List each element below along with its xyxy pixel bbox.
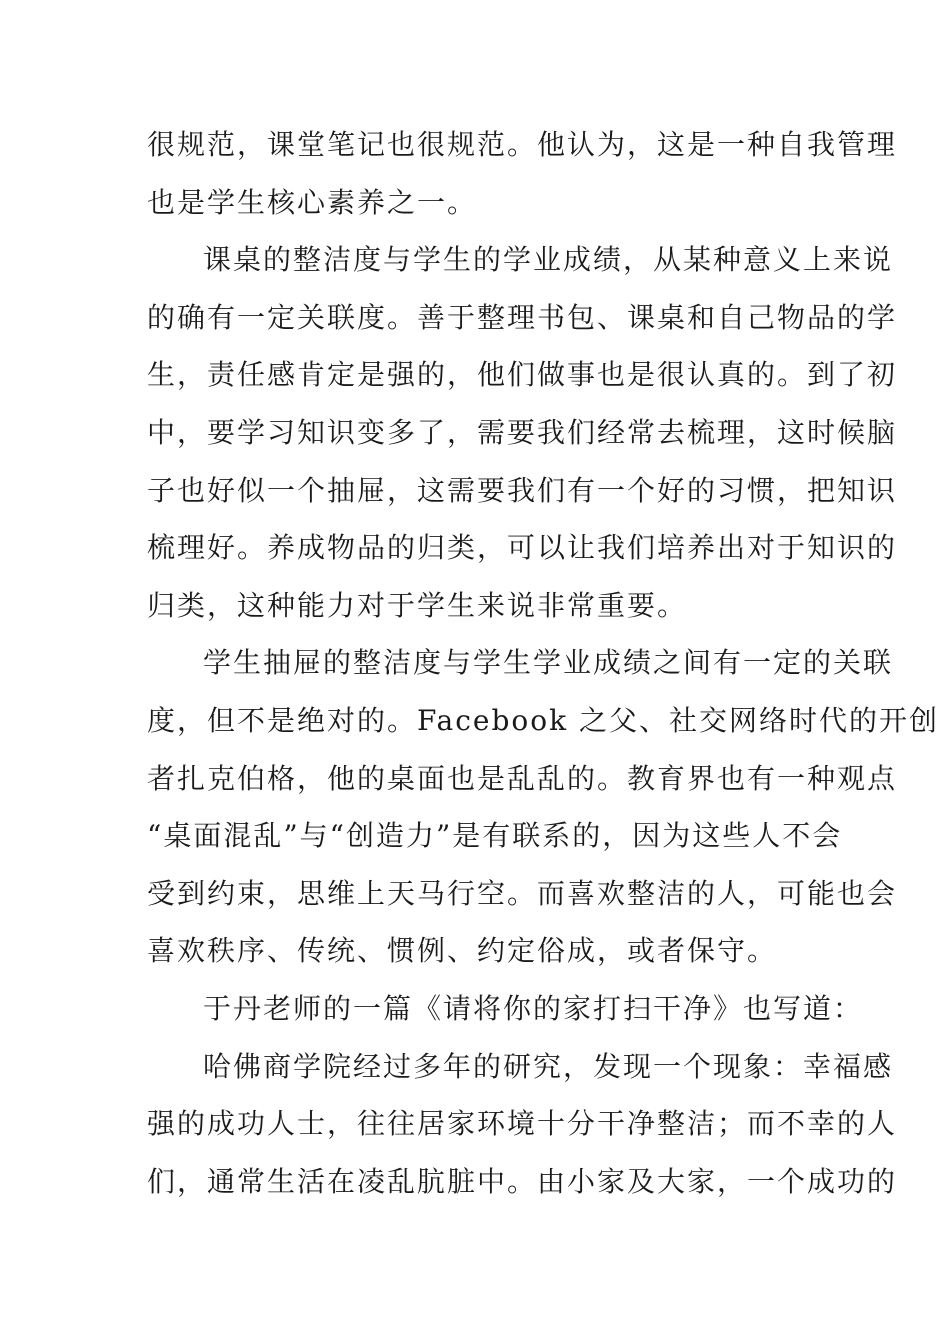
text-line: 们，通常生活在凌乱肮脏中。由小家及大家，一个成功的 bbox=[147, 1164, 898, 1198]
text-line: “桌面混乱”与“创造力”是有联系的，因为这些人不会 bbox=[147, 819, 843, 853]
text-line: 归类，这种能力对于学生来说非常重要。 bbox=[147, 588, 688, 622]
text-line: 生，责任感肯定是强的，他们做事也是很认真的。到了初 bbox=[147, 358, 898, 392]
text-line: 的确有一定关联度。善于整理书包、课桌和自己物品的学 bbox=[147, 300, 898, 334]
text-line: 强的成功人士，往往居家环境十分干净整洁；而不幸的人 bbox=[147, 1107, 898, 1141]
text-line: 子也好似一个抽屉，这需要我们有一个好的习惯，把知识 bbox=[147, 473, 898, 507]
text-line: 于丹老师的一篇《请将你的家打扫干净》也写道： bbox=[203, 991, 864, 1025]
document-body bbox=[147, 116, 939, 1210]
text-line: 中，要学习知识变多了，需要我们经常去梳理，这时候脑 bbox=[147, 415, 898, 449]
text-line: 也是学生核心素养之一。 bbox=[147, 185, 478, 219]
text-line: 课桌的整洁度与学生的学业成绩，从某种意义上来说 bbox=[203, 243, 894, 277]
text-line: 哈佛商学院经过多年的研究，发现一个现象：幸福感 bbox=[203, 1049, 894, 1083]
text-line: 梳理好。养成物品的归类，可以让我们培养出对于知识的 bbox=[147, 531, 898, 565]
text-line: 学生抽屉的整洁度与学生学业成绩之间有一定的关联 bbox=[203, 646, 894, 680]
text-line: 受到约束，思维上天马行空。而喜欢整洁的人，可能也会 bbox=[147, 876, 898, 910]
text-line: 很规范，课堂笔记也很规范。他认为，这是一种自我管理 bbox=[147, 128, 898, 161]
text-line: 者扎克伯格，他的桌面也是乱乱的。教育界也有一种观点 bbox=[147, 761, 898, 795]
text-line: 度，但不是绝对的。Facebook 之父、社交网络时代的开创 bbox=[147, 703, 939, 737]
text-line: 喜欢秩序、传统、惯例、约定俗成，或者保守。 bbox=[147, 934, 778, 968]
